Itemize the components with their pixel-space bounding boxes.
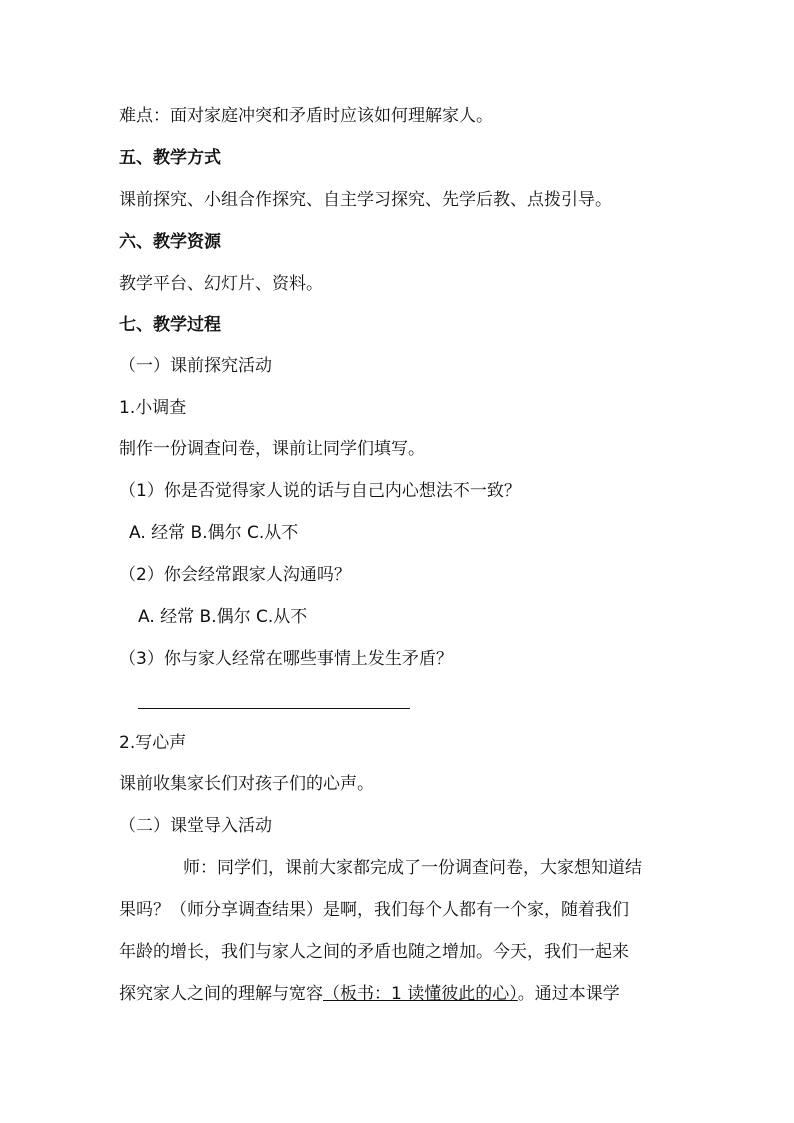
part-1-heading: （一）课前探究活动 [119, 356, 272, 376]
paragraph-line-3: 年龄的增长，我们与家人之间的矛盾也随之增加。今天，我们一起来 [119, 942, 629, 962]
difficulty-line: 难点：面对家庭冲突和矛盾时应该如何理解家人。 [119, 106, 493, 126]
item-1-description: 制作一份调查问卷，课前让同学们填写。 [119, 439, 425, 459]
item-2-title: 2.写心声 [119, 733, 187, 753]
question-3: （3）你与家人经常在哪些事情上发生矛盾？ [119, 649, 453, 669]
paragraph-line-4-text: 探究家人之间的理解与宽容 [119, 984, 323, 1004]
question-2-options: A. 经常 B.偶尔 C.从不 [138, 607, 308, 627]
paragraph-line-2: 果吗？（师分享调查结果）是啊，我们每个人都有一个家，随着我们 [119, 900, 629, 920]
answer-blank-line [138, 708, 410, 709]
part-2-heading: （二）课堂导入活动 [119, 816, 272, 836]
section-5-heading: 五、教学方式 [119, 148, 221, 168]
paragraph-line-4-tail: 。通过本课学 [517, 984, 620, 1004]
item-2-description: 课前收集家长们对孩子们的心声。 [119, 774, 374, 794]
section-6-text: 教学平台、幻灯片、资料。 [119, 274, 323, 294]
question-2: （2）你会经常跟家人沟通吗？ [119, 565, 351, 585]
blackboard-note: （板书：1 读懂彼此的心） [323, 984, 518, 1004]
question-1: （1）你是否觉得家人说的话与自己内心想法不一致？ [119, 481, 521, 501]
paragraph-line-4 [119, 982, 620, 1006]
section-6-heading: 六、教学资源 [119, 232, 221, 252]
question-1-options: A. 经常 B.偶尔 C.从不 [129, 523, 299, 543]
paragraph-line-1: 师：同学们，课前大家都完成了一份调查问卷，大家想知道结 [183, 858, 642, 878]
section-5-text: 课前探究、小组合作探究、自主学习探究、先学后教、点拨引导。 [119, 190, 612, 210]
section-7-heading: 七、教学过程 [119, 315, 221, 335]
item-1-title: 1.小调查 [119, 398, 187, 418]
